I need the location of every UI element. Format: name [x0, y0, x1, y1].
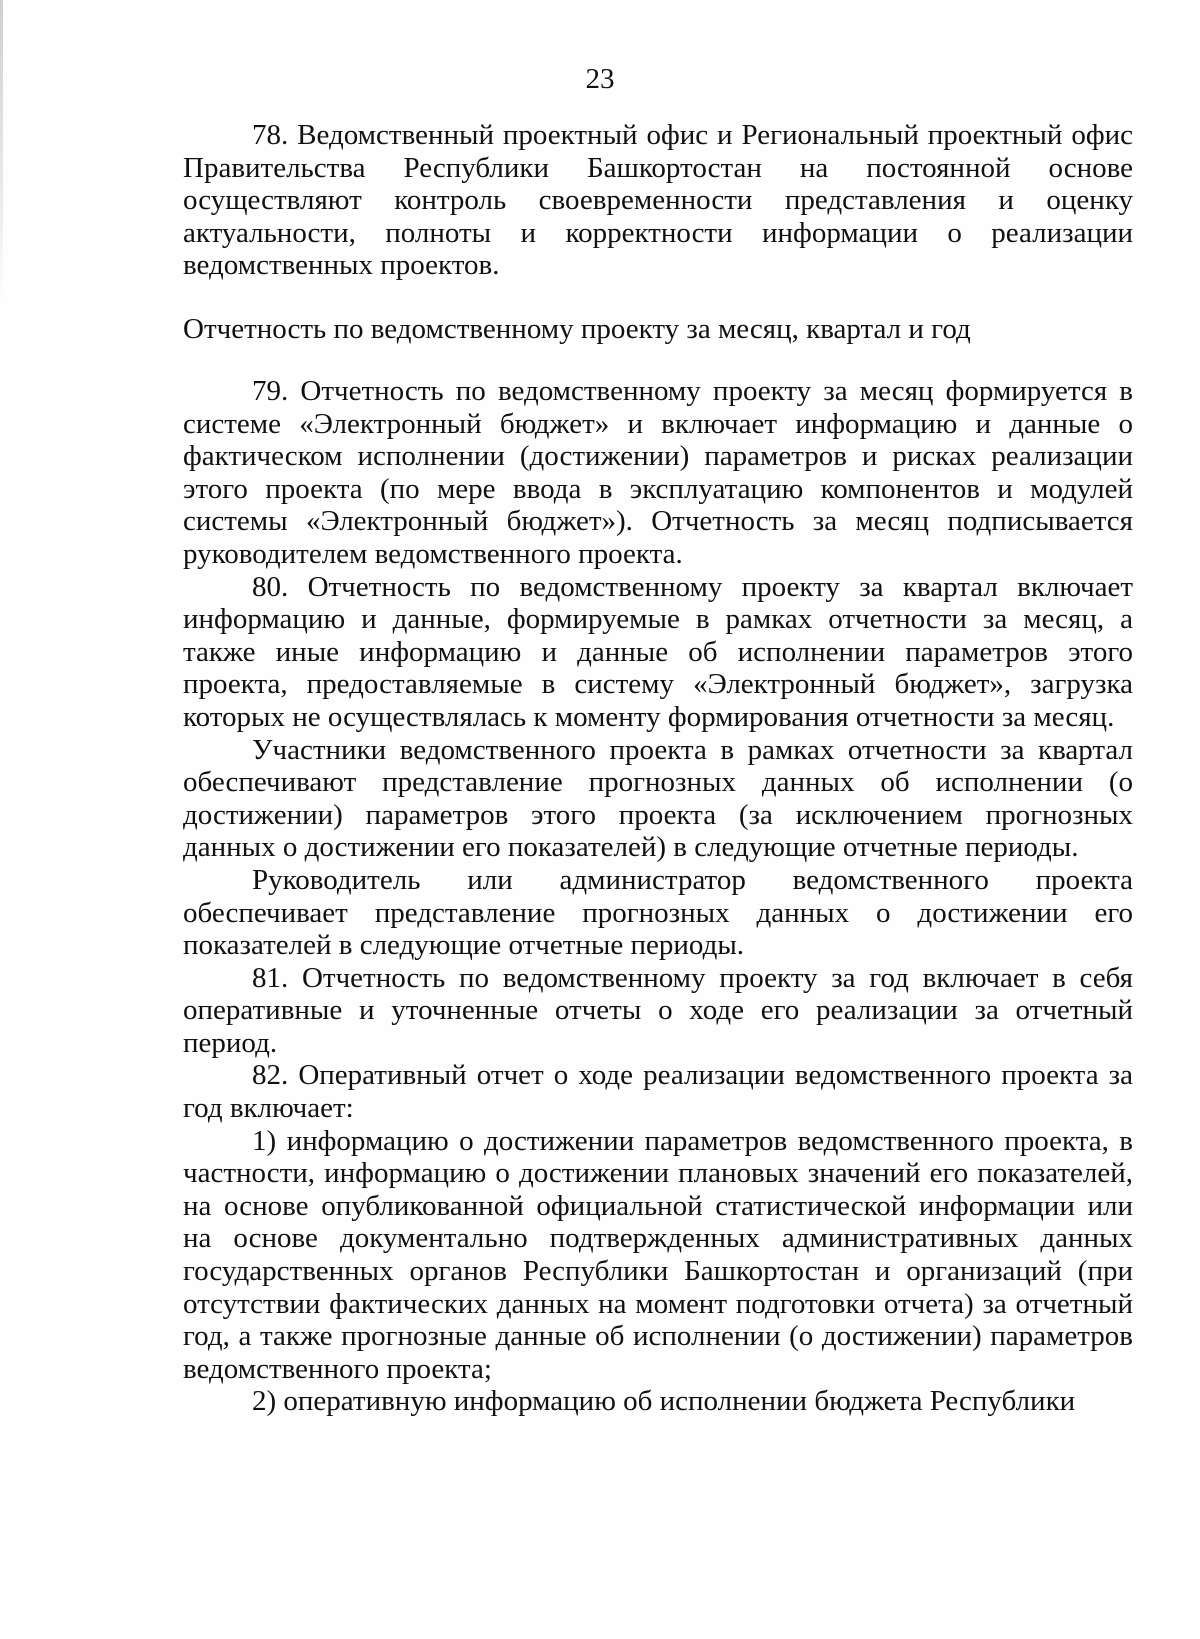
list-item-2: 2) оперативную информацию об исполнении бюджета Республики	[252, 1385, 1076, 1418]
section-heading-block	[183, 313, 1133, 346]
paragraph-manager: Руководитель или администратор ведомственного проекта обеспечивает представление прогнозных данных о достижении его показателей в следующие отчетные периоды.	[183, 863, 1133, 962]
intro-text-block	[183, 119, 1133, 282]
main-text-block	[183, 375, 1133, 1418]
paragraph-81: 81. Отчетность по ведомственному проекту за год включает в себя оперативные и уточненные отчеты о ходе его реализации за отчетный период.	[183, 961, 1133, 1059]
list-item-1: 1) информацию о достижении параметров ведомственного проекта, в частности, информацию о достижении плановых значений его показателей, на основе опубликованной официальной статистической информации или на основе документально подтвержденных административных данных государственных органов Республики Башкортостан и организаций (при отсутствии фактических данных на момент подготовки отчета) за отчетный год, а также прогнозные данные об исполнении (о достижении) параметров ведомственного проекта;	[183, 1124, 1133, 1385]
paragraph-78: 78. Ведомственный проектный офис и Региональный проектный офис Правительства Республики Башкортостан на постоянной основе осуществляют контроль своевременности представления и оценку актуальности, полноты и корректности информации о реализации ведомственных проектов.	[183, 119, 1133, 282]
scan-edge-shadow	[0, 0, 3, 310]
page-number: 23	[585, 63, 615, 95]
paragraph-82: 82. Оперативный отчет о ходе реализации ведомственного проекта за год включает:	[183, 1059, 1133, 1125]
paragraph-participants: Участники ведомственного проекта в рамках отчетности за квартал обеспечивают представление прогнозных данных об исполнении (о достижении) параметров этого проекта (за исключением прогнозных данных о достижении его показателей) в следующие отчетные периоды.	[183, 733, 1133, 864]
paragraph-80: 80. Отчетность по ведомственному проекту за квартал включает информацию и данные, формируемые в рамках отчетности за месяц, а также иные информацию и данные об исполнении параметров этого проекта, предоставляемые в систему «Электронный бюджет», загрузка которых не осуществлялась к моменту формирования отчетности за месяц.	[183, 570, 1133, 733]
section-title: Отчетность по ведомственному проекту за месяц, квартал и год	[183, 313, 971, 345]
paragraph-79: 79. Отчетность по ведомственному проекту за месяц формируется в системе «Электронный бюджет» и включает информацию и данные о фактическом исполнении (достижении) параметров и рисках реализации этого проекта (по мере ввода в эксплуатацию компонентов и модулей системы «Электронный бюджет»). Отчетность за месяц подписывается руководителем ведомственного проекта.	[183, 375, 1133, 570]
